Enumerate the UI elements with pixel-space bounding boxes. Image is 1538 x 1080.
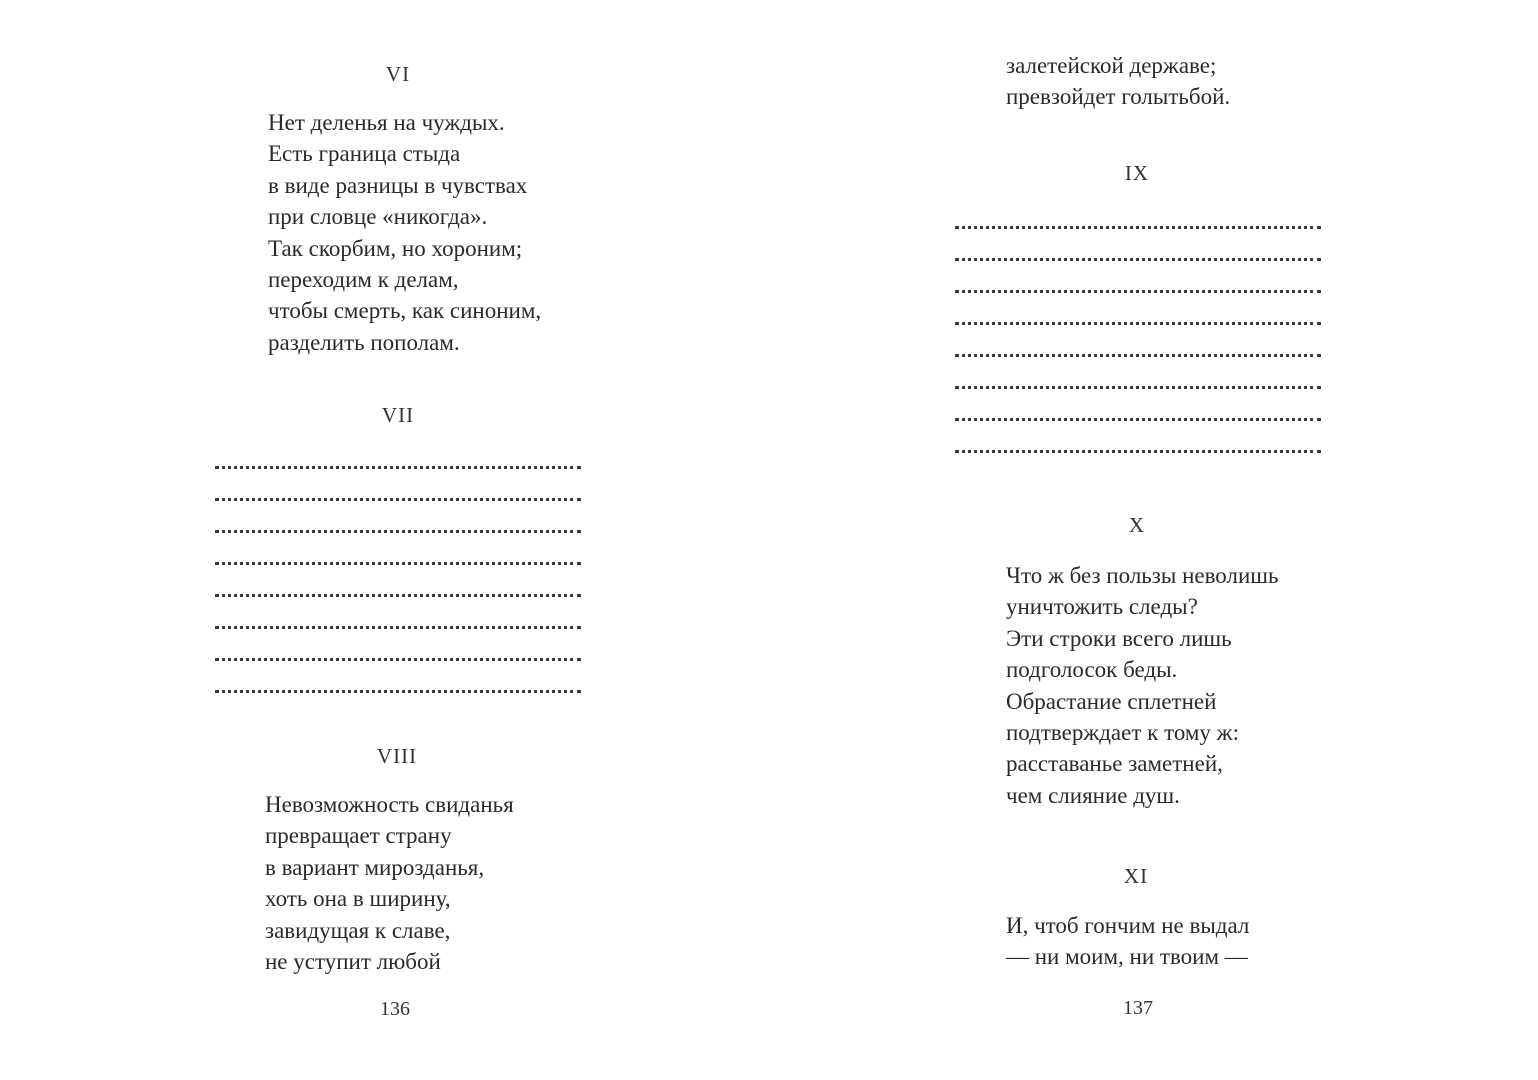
verse-line: Так скорбим, но хороним; — [268, 235, 523, 261]
dotted-line — [215, 480, 581, 512]
dotted-line — [215, 608, 581, 640]
verse-line: — ни моим, ни твоим — — [1006, 944, 1248, 970]
dotted-line — [955, 368, 1321, 400]
verse-line: Что ж без пользы неволишь — [1006, 563, 1279, 588]
verse-line: хоть она в ширину, — [265, 886, 451, 912]
verse-line: залетейской державе; — [1006, 53, 1217, 78]
right-page — [769, 0, 1538, 1080]
verse-line: расставанье заметней, — [1006, 751, 1223, 777]
dotted-line — [215, 544, 581, 576]
verse-line: подтверждает к тому ж: — [1006, 719, 1239, 745]
verse-line: в виде разницы в чувствах — [268, 172, 528, 198]
verse-line: И, чтоб гончим не выдал — [1006, 913, 1250, 938]
verse-line: при словце «никогда». — [268, 204, 488, 230]
verse-line: Есть граница стыда — [268, 141, 461, 167]
section-numeral-vii: VII — [381, 403, 415, 427]
stanza-viii — [265, 789, 514, 977]
verse-line: чем слияние душ. — [1006, 782, 1180, 808]
verse-line: Обрастание сплетней — [1006, 688, 1217, 714]
dotted-line — [955, 272, 1321, 304]
verse-line: Невозможность свиданья — [265, 792, 514, 817]
omitted-lines-ix — [955, 208, 1321, 464]
dotted-line — [215, 640, 581, 672]
section-numeral-vi: VI — [385, 62, 411, 86]
stanza-xi — [1006, 910, 1249, 973]
verse-line: не уступит любой — [265, 948, 441, 974]
verse-line: в вариант мирозданья, — [265, 854, 485, 880]
verse-line: уничтожить следы? — [1006, 594, 1198, 620]
verse-line: завидущая к славе, — [265, 917, 451, 943]
verse-line: Нет деленья на чуждых. — [268, 110, 505, 135]
verse-line: подголосок беды. — [1006, 657, 1178, 683]
dotted-line — [955, 400, 1321, 432]
dotted-line — [215, 512, 581, 544]
dotted-line — [215, 576, 581, 608]
omitted-lines-vii — [215, 448, 581, 704]
dotted-line — [955, 432, 1321, 464]
dotted-line — [215, 448, 581, 480]
dotted-line — [955, 208, 1321, 240]
dotted-line — [955, 336, 1321, 368]
section-numeral-viii: VIII — [376, 744, 418, 768]
section-numeral-ix: IX — [1124, 161, 1150, 185]
verse-line: Эти строки всего лишь — [1006, 625, 1232, 651]
section-numeral-x: X — [1128, 513, 1146, 537]
dotted-line — [955, 240, 1321, 272]
section-numeral-xi: XI — [1123, 864, 1149, 888]
dotted-line — [215, 672, 581, 704]
stanza-x — [1006, 560, 1278, 811]
verse-line: превзойдет голытьбой. — [1006, 84, 1231, 110]
page-number-right: 137 — [1123, 997, 1153, 1019]
verse-line: переходим к делам, — [268, 266, 459, 292]
dotted-line — [955, 304, 1321, 336]
stanza-continuation — [1006, 50, 1230, 113]
verse-line: превращает страну — [265, 823, 452, 849]
verse-line: чтобы смерть, как синоним, — [268, 298, 542, 324]
stanza-vi — [268, 107, 541, 358]
verse-line: разделить пополам. — [268, 329, 460, 355]
page-number-left: 136 — [380, 998, 410, 1020]
